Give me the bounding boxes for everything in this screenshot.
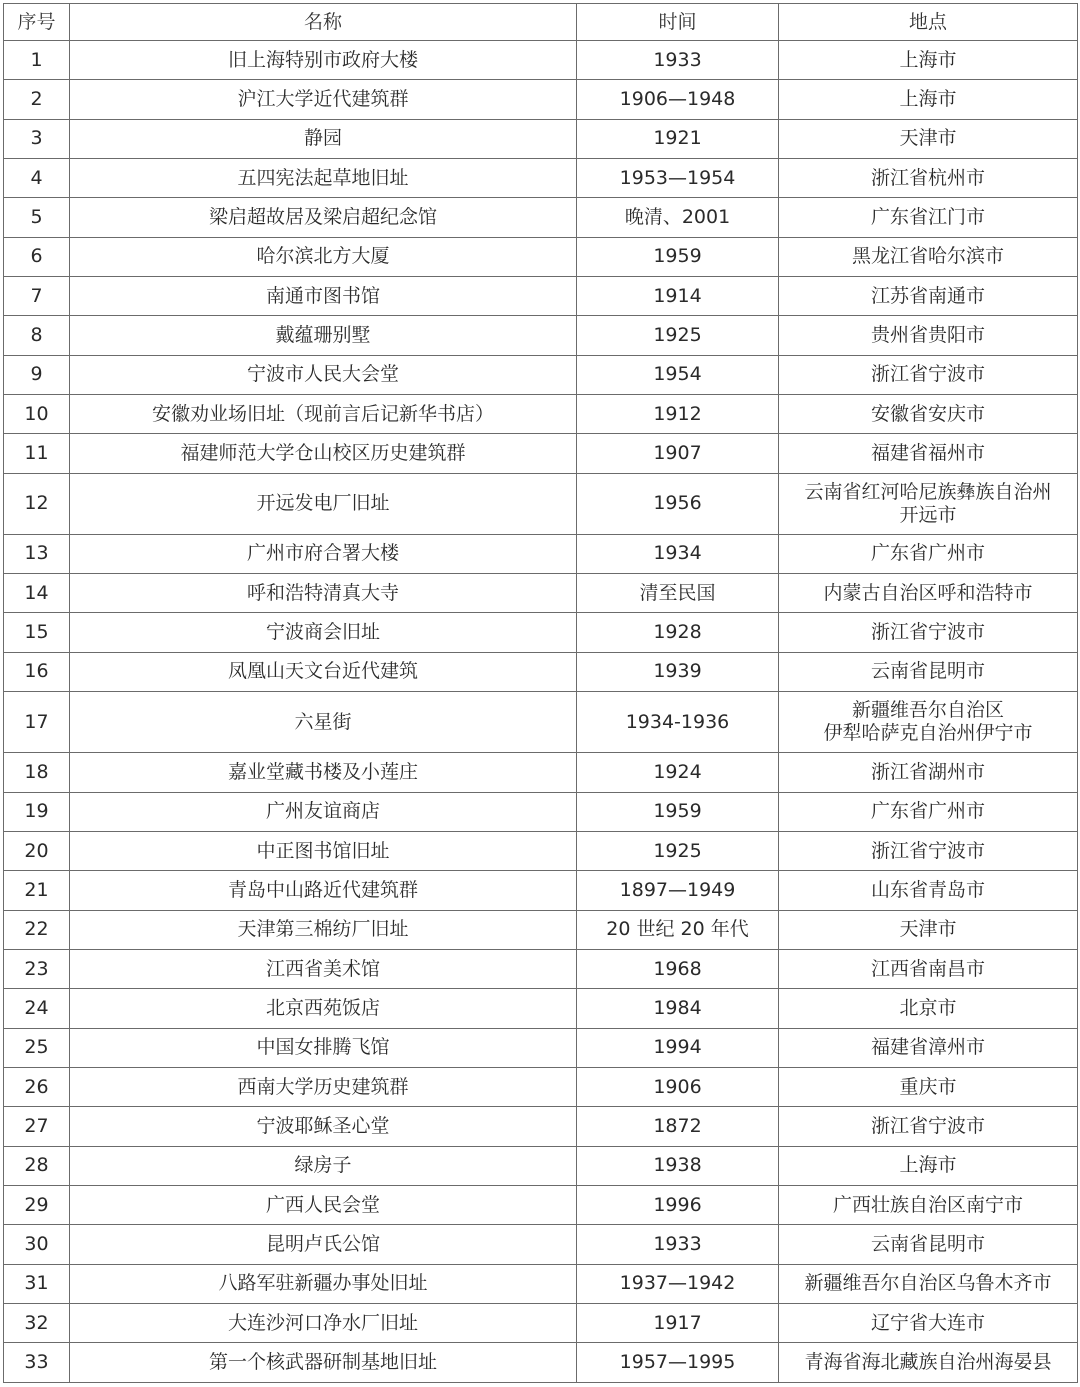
table-row [4,871,1078,910]
cell-place [779,1303,1078,1342]
cell-time: 1937—1942 [577,1264,779,1303]
cell-place [779,237,1078,276]
place-line: 浙江省宁波市 [870,363,985,386]
cell-name: 宁波商会旧址 [70,613,577,652]
place-line: 北京市 [899,996,957,1019]
cell-time: 1924 [577,753,779,792]
cell-no: 1 [4,41,70,80]
table-row [4,1146,1078,1185]
table-row [4,316,1078,355]
cell-time: 1994 [577,1028,779,1067]
cell-place [779,119,1078,158]
place-line: 安徽省安庆市 [870,402,985,425]
place-line: 江苏省南通市 [870,284,985,307]
place-line: 新疆维吾尔自治区 [851,699,1004,722]
place-line: 内蒙古自治区呼和浩特市 [823,581,1033,604]
table-row [4,355,1078,394]
cell-place [779,277,1078,316]
table-row [4,159,1078,198]
cell-name: 嘉业堂藏书楼及小莲庄 [70,753,577,792]
cell-place [779,1146,1078,1185]
cell-name: 静园 [70,119,577,158]
cell-no: 22 [4,910,70,949]
cell-time: 1914 [577,277,779,316]
place-line: 天津市 [899,127,957,150]
cell-name: 沪江大学近代建筑群 [70,80,577,119]
cell-no: 15 [4,613,70,652]
table-body [4,41,1078,1383]
place-line: 辽宁省大连市 [870,1311,985,1334]
cell-name: 五四宪法起草地旧址 [70,159,577,198]
cell-time: 1938 [577,1146,779,1185]
table-row [4,949,1078,988]
cell-no: 13 [4,534,70,573]
cell-time: 1984 [577,989,779,1028]
table-row [4,1107,1078,1146]
cell-time: 1934 [577,534,779,573]
cell-place [779,355,1078,394]
place-line: 云南省昆明市 [870,1232,985,1255]
cell-name: 开远发电厂旧址 [70,473,577,534]
cell-place [779,753,1078,792]
place-line: 浙江省宁波市 [870,621,985,644]
cell-name: 南通市图书馆 [70,277,577,316]
place-line: 福建省漳州市 [870,1036,985,1059]
cell-time: 1928 [577,613,779,652]
cell-no: 30 [4,1225,70,1264]
table-row [4,692,1078,753]
cell-place [779,198,1078,237]
table-row [4,989,1078,1028]
table-row [4,473,1078,534]
header-time: 时间 [577,4,779,41]
cell-time: 1959 [577,237,779,276]
cell-no: 14 [4,574,70,613]
cell-time: 1933 [577,1225,779,1264]
cell-place [779,473,1078,534]
cell-name: 八路军驻新疆办事处旧址 [70,1264,577,1303]
header-place: 地点 [779,4,1078,41]
cell-no: 29 [4,1185,70,1224]
cell-place [779,792,1078,831]
table-row [4,277,1078,316]
cell-time: 1953—1954 [577,159,779,198]
cell-time: 1933 [577,41,779,80]
cell-place [779,1185,1078,1224]
cell-no: 10 [4,395,70,434]
cell-name: 哈尔滨北方大厦 [70,237,577,276]
place-line: 伊犁哈萨克自治州伊宁市 [823,722,1033,745]
place-line: 浙江省宁波市 [870,839,985,862]
cell-time: 1968 [577,949,779,988]
cell-time: 1921 [577,119,779,158]
table-row [4,80,1078,119]
cell-place [779,80,1078,119]
cell-place [779,574,1078,613]
cell-no: 8 [4,316,70,355]
place-line: 天津市 [899,918,957,941]
cell-name: 戴蕴珊别墅 [70,316,577,355]
cell-name: 宁波耶稣圣心堂 [70,1107,577,1146]
cell-place [779,1225,1078,1264]
cell-name: 昆明卢氏公馆 [70,1225,577,1264]
cell-place [779,1343,1078,1382]
cell-time: 1959 [577,792,779,831]
cell-no: 33 [4,1343,70,1382]
place-line: 黑龙江省哈尔滨市 [851,245,1004,268]
cell-place [779,159,1078,198]
table-row [4,910,1078,949]
cell-place [779,910,1078,949]
cell-time: 1907 [577,434,779,473]
table-row [4,1264,1078,1303]
place-line: 广东省江门市 [870,206,985,229]
cell-time: 晚清、2001 [577,198,779,237]
cell-place [779,871,1078,910]
cell-time: 1996 [577,1185,779,1224]
table-row [4,237,1078,276]
place-line: 上海市 [899,48,957,71]
place-line: 浙江省湖州市 [870,760,985,783]
table-row [4,1185,1078,1224]
place-line: 山东省青岛市 [870,878,985,901]
cell-time: 1906—1948 [577,80,779,119]
cell-no: 24 [4,989,70,1028]
cell-time: 1906 [577,1067,779,1106]
cell-name: 西南大学历史建筑群 [70,1067,577,1106]
cell-name: 凤凰山天文台近代建筑 [70,652,577,691]
cell-no: 21 [4,871,70,910]
cell-place [779,395,1078,434]
header-no: 序号 [4,4,70,41]
table-row [4,831,1078,870]
cell-time: 1957—1995 [577,1343,779,1382]
cell-no: 17 [4,692,70,753]
table-header [4,4,1078,41]
place-line: 新疆维吾尔自治区乌鲁木齐市 [804,1272,1052,1295]
cell-place [779,41,1078,80]
cell-name: 福建师范大学仓山校区历史建筑群 [70,434,577,473]
table-row [4,41,1078,80]
cell-time: 1897—1949 [577,871,779,910]
cell-time: 1925 [577,831,779,870]
cell-time: 1939 [577,652,779,691]
table-row [4,574,1078,613]
cell-place [779,1107,1078,1146]
cell-no: 31 [4,1264,70,1303]
cell-name: 安徽劝业场旧址（现前言后记新华书店） [70,395,577,434]
cell-time: 1956 [577,473,779,534]
table-row [4,534,1078,573]
cell-name: 广州友谊商店 [70,792,577,831]
cell-time: 1954 [577,355,779,394]
cell-no: 18 [4,753,70,792]
cell-time: 1925 [577,316,779,355]
table-row [4,792,1078,831]
table-row [4,1028,1078,1067]
place-line: 贵州省贵阳市 [870,324,985,347]
place-line: 广东省广州市 [870,542,985,565]
cell-no: 11 [4,434,70,473]
cell-no: 28 [4,1146,70,1185]
table-row [4,198,1078,237]
place-line: 广西壮族自治区南宁市 [832,1193,1023,1216]
place-line: 青海省海北藏族自治州海晏县 [804,1350,1052,1373]
cell-no: 9 [4,355,70,394]
place-line: 福建省福州市 [870,442,985,465]
cell-place [779,1067,1078,1106]
cell-no: 5 [4,198,70,237]
cell-name: 中正图书馆旧址 [70,831,577,870]
cell-no: 20 [4,831,70,870]
place-line: 上海市 [899,1154,957,1177]
table-row [4,1303,1078,1342]
cell-name: 第一个核武器研制基地旧址 [70,1343,577,1382]
cell-no: 3 [4,119,70,158]
place-line: 江西省南昌市 [870,957,985,980]
cell-name: 中国女排腾飞馆 [70,1028,577,1067]
header-name: 名称 [70,4,577,41]
cell-name: 梁启超故居及梁启超纪念馆 [70,198,577,237]
place-line: 重庆市 [899,1075,957,1098]
cell-name: 旧上海特别市政府大楼 [70,41,577,80]
cell-no: 6 [4,237,70,276]
cell-time: 1872 [577,1107,779,1146]
table-row [4,1343,1078,1382]
cell-name: 北京西苑饭店 [70,989,577,1028]
cell-place [779,652,1078,691]
cell-no: 2 [4,80,70,119]
table-row [4,652,1078,691]
cell-no: 7 [4,277,70,316]
place-line: 浙江省杭州市 [870,166,985,189]
cell-no: 12 [4,473,70,534]
place-line: 云南省红河哈尼族彝族自治州 [804,480,1052,503]
cell-name: 青岛中山路近代建筑群 [70,871,577,910]
header-row [4,4,1078,41]
cell-name: 绿房子 [70,1146,577,1185]
cell-no: 16 [4,652,70,691]
cell-time: 20 世纪 20 年代 [577,910,779,949]
place-line: 开远市 [899,503,957,526]
place-line: 上海市 [899,88,957,111]
table-row [4,1225,1078,1264]
cell-place [779,831,1078,870]
table-row [4,119,1078,158]
cell-no: 19 [4,792,70,831]
cell-no: 26 [4,1067,70,1106]
cell-no: 27 [4,1107,70,1146]
cell-name: 天津第三棉纺厂旧址 [70,910,577,949]
cell-place [779,1264,1078,1303]
table-row [4,753,1078,792]
cell-name: 江西省美术馆 [70,949,577,988]
cell-no: 4 [4,159,70,198]
table-row [4,613,1078,652]
cell-time: 1934-1936 [577,692,779,753]
place-line: 浙江省宁波市 [870,1114,985,1137]
cell-place [779,949,1078,988]
cell-no: 32 [4,1303,70,1342]
cell-name: 广州市府合署大楼 [70,534,577,573]
table-row [4,434,1078,473]
cell-time: 1912 [577,395,779,434]
table-row [4,395,1078,434]
cell-name: 呼和浩特清真大寺 [70,574,577,613]
cell-name: 广西人民会堂 [70,1185,577,1224]
cell-place [779,989,1078,1028]
cell-time: 清至民国 [577,574,779,613]
cell-name: 大连沙河口净水厂旧址 [70,1303,577,1342]
cell-time: 1917 [577,1303,779,1342]
table-row [4,1067,1078,1106]
heritage-table [3,3,1078,1383]
cell-place [779,1028,1078,1067]
cell-place [779,434,1078,473]
cell-no: 25 [4,1028,70,1067]
cell-name: 六星街 [70,692,577,753]
cell-place [779,613,1078,652]
cell-place [779,316,1078,355]
place-line: 云南省昆明市 [870,660,985,683]
cell-place [779,534,1078,573]
cell-name: 宁波市人民大会堂 [70,355,577,394]
place-line: 广东省广州市 [870,800,985,823]
cell-place [779,692,1078,753]
cell-no: 23 [4,949,70,988]
